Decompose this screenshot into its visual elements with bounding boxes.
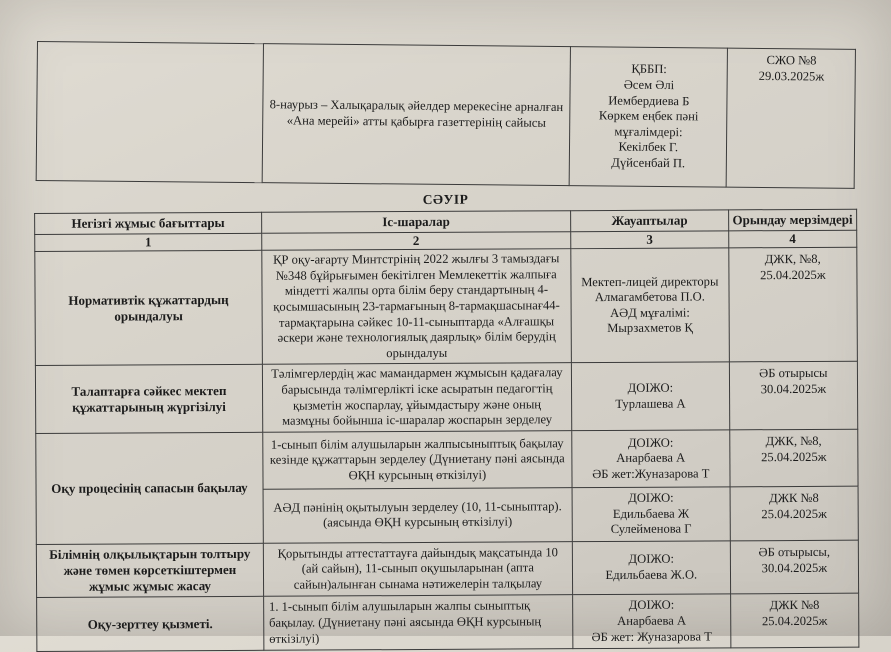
cell-direction: Оқу процесінің сапасын бақылау xyxy=(36,432,263,544)
cell-direction: Білімнің олқылықтарын толтыру және төмен көрсеткіштермен жұмыс жұмыс жасау xyxy=(36,543,263,598)
table-row xyxy=(35,247,858,366)
march-activity-cell: 8-наурыз – Халықаралық әйелдер мерекесіне арналған «Ана мерейі» атты қабырға газеттерінің сайысы xyxy=(262,44,571,186)
column-number-4: 4 xyxy=(728,230,856,248)
cell-responsible: ДОІЖО: Едильбаева Ж Сулейменова Г xyxy=(572,487,730,542)
cell-direction: Нормативтік құжаттардың орындалуы xyxy=(35,251,262,366)
march-table-section xyxy=(36,41,856,189)
cell-responsible: ДОІЖО: Анарбаева А ӘБ жет:Жуназарова Т xyxy=(572,430,730,488)
cell-deadline: ДЖК, №8, 25.04.2025ж xyxy=(729,247,858,362)
table-row xyxy=(37,593,859,651)
cell-responsible: ДОІЖО: Анарбаева А ӘБ жет: Жуназарова Т xyxy=(573,594,731,649)
column-number-3: 3 xyxy=(571,231,729,249)
cell-deadline: ДЖК №8 25.04.2025ж xyxy=(730,486,859,541)
header-cell-activities: Іс-шаралар xyxy=(261,211,570,234)
march-table xyxy=(36,41,856,189)
march-responsible-cell: ҚББП: Әсем Әлі Иембердиева Б Көркем еңбек пәні мұғалімдері: Кекілбек Г. Дүйсенбай П. xyxy=(569,47,727,188)
cell-activity: 1. 1-сынып білім алушыларын жалпы сыныптық бақылау. (Дүниетану пәні аясында ӨҚН курсының өткізілуі) xyxy=(263,595,572,651)
header-cell-directions: Негізгі жұмыс бағыттары xyxy=(35,212,262,234)
april-table xyxy=(34,209,859,652)
header-cell-deadlines: Орындау мерзімдері xyxy=(728,209,856,231)
april-table-section xyxy=(34,190,859,652)
cell-activity: ҚР оқу-ағарту Минтстрінің 2022 жылғы 3 тамыздағы №348 бұйрығымен бекітілген Мемлекеттік жалпыға міндетті жалпы орта білім беру стандартының 4-қосымшасының 23-тармағының 8-тармақшасынағ44-тармақтарына сәйкес 10-11-сыныптарда «Алғашқы әскери және технологиялық даярлық» білім берудің орындалуы xyxy=(262,249,572,365)
cell-responsible: Мектеп-лицей директоры Алмагамбетова П.О. АӘД мұғалімі: Мырзахметов Қ xyxy=(571,248,729,363)
table-row xyxy=(35,362,857,434)
cell-activity: Тәлімгерлердің жас мамандармен жұмысын қадағалау барысында тәлімгерлікті іске асыратын педагогтің қызметін жоспарлау, ұйымдастыру және оның мазмұны бойынша іс-шаралар жоспарын зерделеу xyxy=(262,363,571,432)
section-title-month: СӘУІР xyxy=(422,191,469,207)
cell-direction: Оқу-зерттеу қызметі. xyxy=(37,597,264,652)
march-direction-cell xyxy=(36,42,263,183)
cell-activity: 1-сынып білім алушыларын жалпысыныптық бақылау кезінде құжаттарын зерделеу (Дүниетану пәні аясында ӨҚН курсының өткізілуі) xyxy=(263,431,572,490)
cell-activity: Қорытынды аттестаттауға дайындық мақсатында 10 (ай сайын), 11-сынып оқушыларынан (апта сайын)алынған сынама нәтижелерін талқылау xyxy=(263,542,572,597)
march-deadline-cell: СЖО №8 29.03.2025ж xyxy=(727,48,856,188)
header-cell-responsible: Жауаптылар xyxy=(571,210,729,232)
march-table-row xyxy=(36,42,855,189)
table-row xyxy=(36,540,858,598)
column-number-1: 1 xyxy=(35,233,262,251)
cell-deadline: ӘБ отырысы, 30.04.2025ж xyxy=(730,540,859,594)
cell-activity: АӘД пәнінің оқытылуын зерделеу (10, 11-сыныптар). (аясында ӨҚН курсының өткізілуі) xyxy=(263,488,572,544)
cell-responsible: ДОІЖО: Турлашева А xyxy=(571,362,729,430)
cell-responsible: ДОІЖО: Едильбаева Ж.О. xyxy=(572,541,730,595)
cell-deadline: ДЖК, №8, 25.04.2025ж xyxy=(729,429,858,487)
table-row xyxy=(36,429,858,490)
cell-deadline: ДЖК №8 25.04.2025ж xyxy=(730,593,859,648)
column-number-2: 2 xyxy=(262,232,571,251)
cell-direction: Талаптарға сәйкес мектеп құжаттарының жүргізілуі xyxy=(35,365,262,434)
cell-deadline: ӘБ отырысы 30.04.2025ж xyxy=(729,362,858,430)
